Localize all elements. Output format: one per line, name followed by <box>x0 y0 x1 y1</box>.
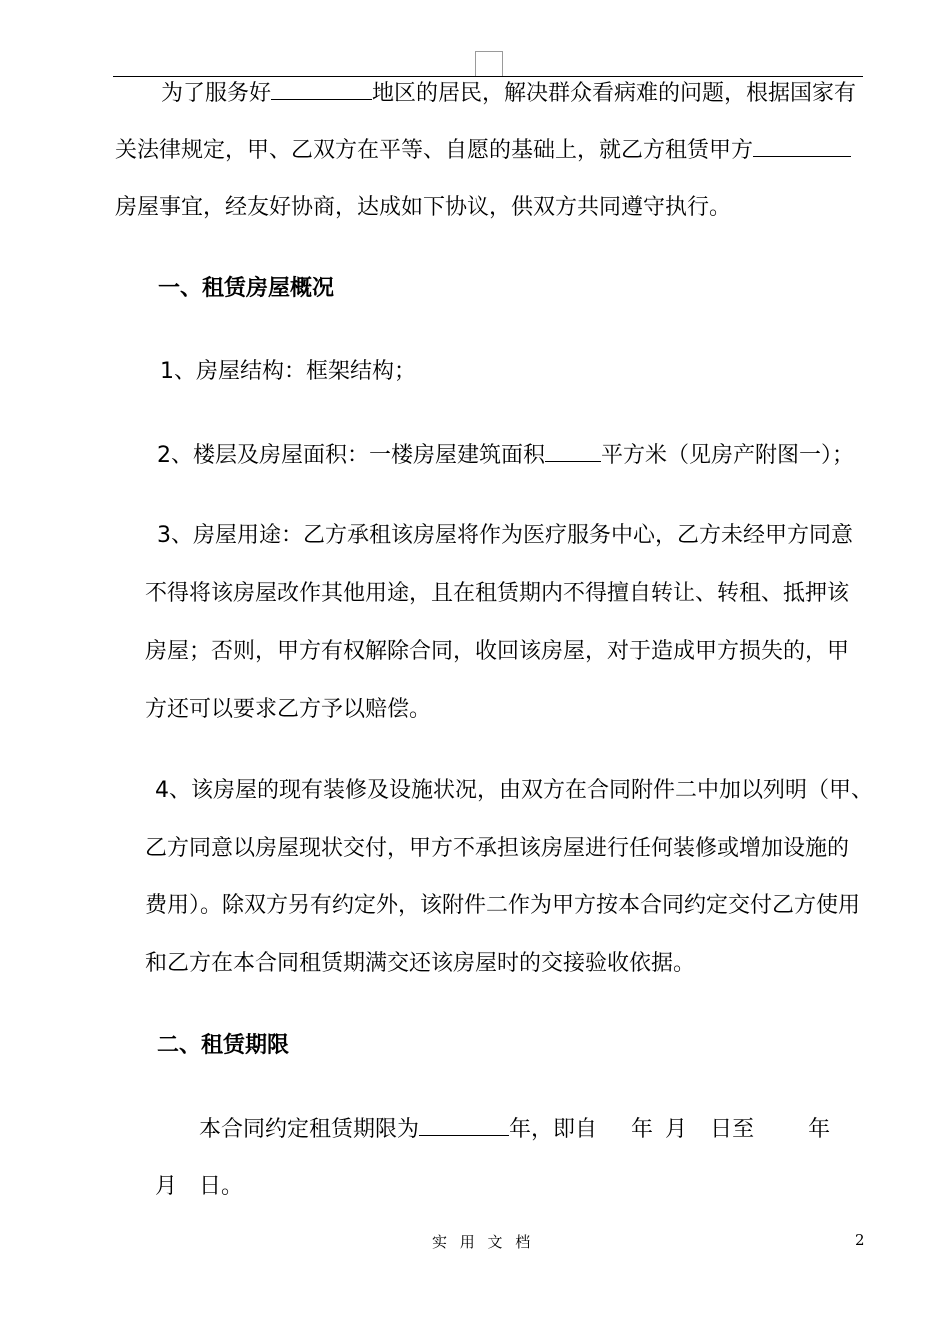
header-tab-marker <box>475 51 503 77</box>
term-text-a: 本合同约定租赁期限为 <box>199 1117 420 1142</box>
section2-line1 <box>199 1113 830 1145</box>
section1-item4-line2: 乙方同意以房屋现状交付，甲方不承担该房屋进行任何装修或增加设施的 <box>145 836 850 861</box>
lessor-blank[interactable] <box>753 134 851 157</box>
section1-item3-line1: 3、房屋用途：乙方承租该房屋将作为医疗服务中心，乙方未经甲方同意 <box>157 523 853 548</box>
footer-label: 实 用 文 档 <box>432 1233 535 1251</box>
section1-item3-line3: 房屋；否则，甲方有权解除合同，收回该房屋，对于造成甲方损失的，甲 <box>145 639 850 664</box>
start-month-label: 月 <box>665 1117 688 1142</box>
end-year-label: 年 <box>808 1117 831 1142</box>
term-years-blank[interactable] <box>419 1113 509 1136</box>
section2-line2 <box>155 1172 243 1202</box>
region-blank[interactable] <box>271 77 372 100</box>
area-blank[interactable] <box>545 439 601 462</box>
intro-line-2 <box>115 134 851 166</box>
start-day-label: 日至 <box>710 1117 755 1142</box>
section1-item1: 1、房屋结构：框架结构； <box>160 359 416 384</box>
intro-line-1 <box>161 77 856 109</box>
term-text-b: 年，即自 <box>509 1117 598 1142</box>
section1-item3-line4: 方还可以要求乙方予以赔偿。 <box>145 697 432 722</box>
section1-item2 <box>157 439 854 471</box>
start-year-label: 年 <box>631 1117 654 1142</box>
end-month-label: 月 <box>155 1174 178 1199</box>
section1-heading: 一、租赁房屋概况 <box>158 276 335 301</box>
section1-item4-line3: 费用）。除双方另有约定外，该附件二作为甲方按本合同约定交付乙方使用 <box>145 893 861 918</box>
intro-line-3: 房屋事宜，经友好协商，达成如下协议，供双方共同遵守执行。 <box>115 195 732 220</box>
item2-text-b: 平方米（见房产附图一）； <box>601 443 855 468</box>
section1-item3-line2: 不得将该房屋改作其他用途，且在租赁期内不得擅自转让、转租、抵押该 <box>145 581 850 606</box>
item2-text-a: 2、楼层及房屋面积：一楼房屋建筑面积 <box>157 443 545 468</box>
intro-text-1a: 为了服务好 <box>161 81 272 106</box>
intro-text-1b: 地区的居民，解决群众看病难的问题，根据国家有 <box>372 81 857 106</box>
page-number: 2 <box>855 1231 865 1249</box>
intro-text-2: 关法律规定，甲、乙双方在平等、自愿的基础上，就乙方租赁甲方 <box>115 138 754 163</box>
section1-item4-line4: 和乙方在本合同租赁期满交还该房屋时的交接验收依据。 <box>145 951 696 976</box>
end-day-label: 日。 <box>199 1174 244 1199</box>
section2-heading: 二、租赁期限 <box>157 1033 290 1058</box>
section1-item4-line1: 4、该房屋的现有装修及设施状况，由双方在合同附件二中加以列明（甲、 <box>155 778 873 803</box>
